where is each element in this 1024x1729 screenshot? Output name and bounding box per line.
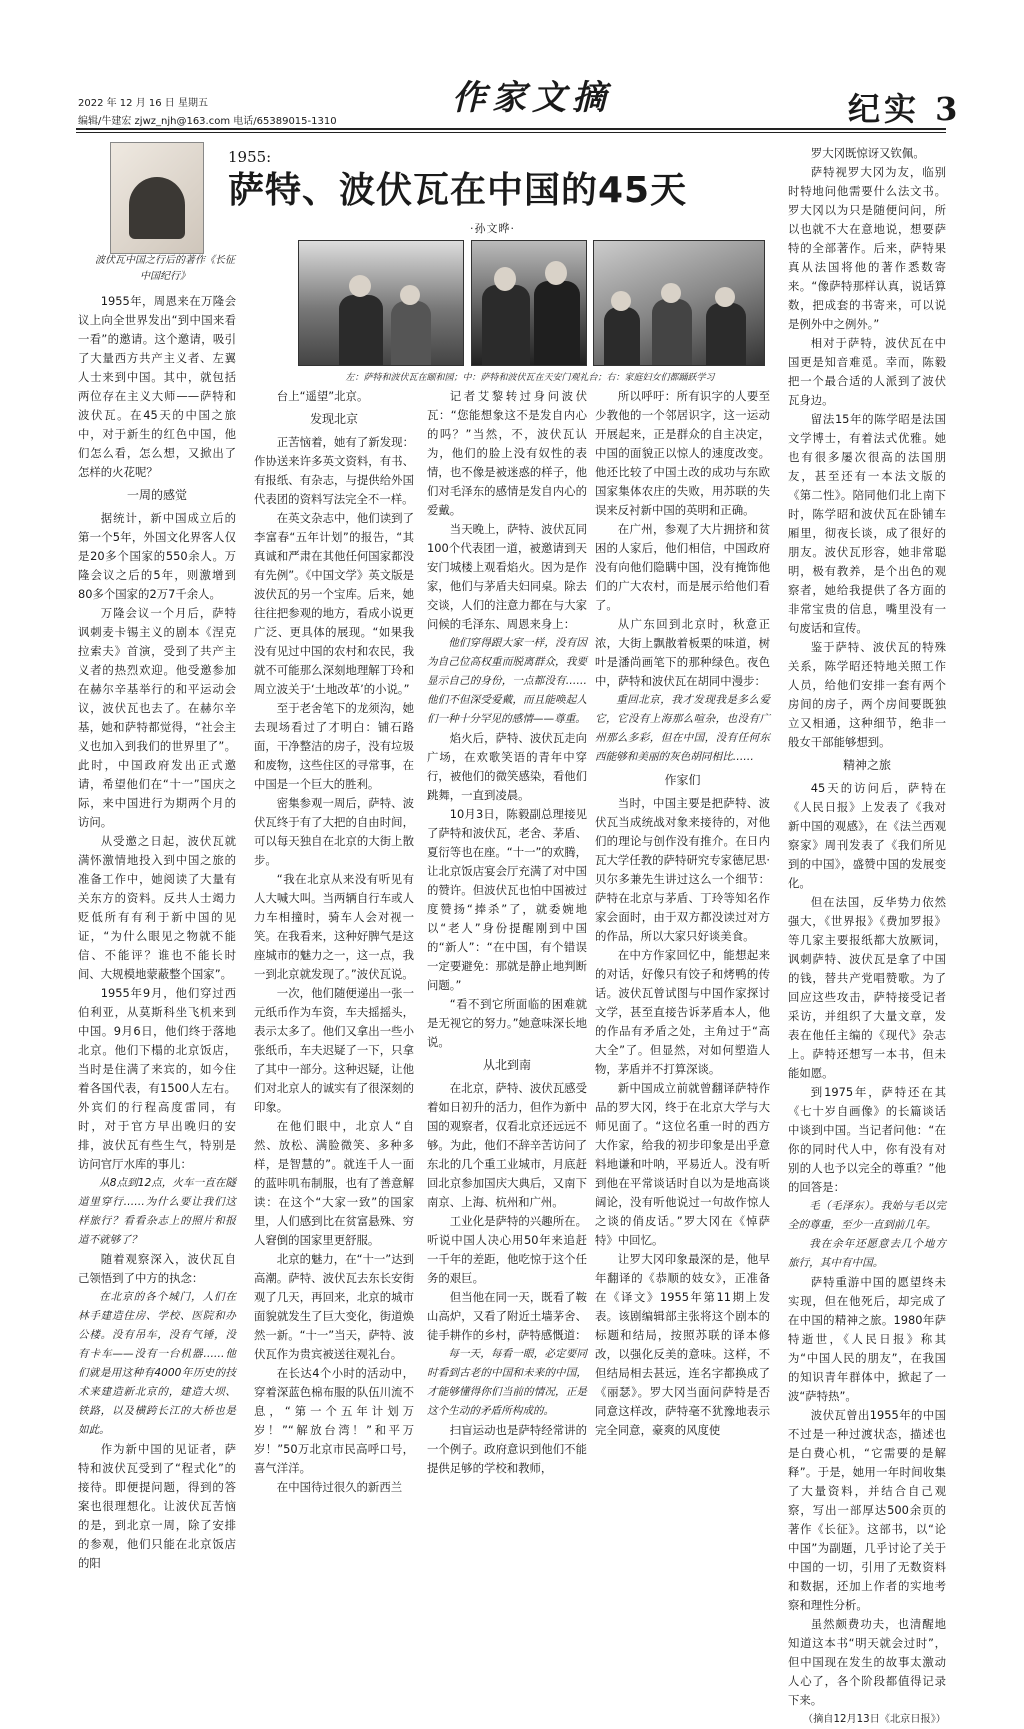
paragraph: 新中国成立前就曾翻译萨特作品的罗大冈，终于在北京大学与大师见面了。“这位名重一时的西方大作家，给我的初步印象是出乎意料地谦和叶呐，平易近人。没有听到他在平常谈话时自以为是地高谈阔论，没有听他说过一句故作惊人之谈的俏皮话。”罗大冈在《悼萨特》中回忆。	[595, 1081, 770, 1247]
article-column-3	[427, 387, 587, 1475]
book-spine-mark	[171, 151, 195, 187]
editor-line: 编辑/牛建宏 zjwz_njh@163.com 电话/65389015-1310	[78, 116, 337, 127]
paragraph: 萨特视罗大冈为友，临别时特地问他需要什么法文书。罗大冈以为只是随便问问，所以也就不大在意地说，想要萨特的全部著作。后来，萨特果真从法国将他的著作悉数寄来。“像萨特那样认真，说话算数，把成套的书寄来，可以说是例外中之例外。”	[788, 165, 946, 331]
paragraph: 在他们眼中，北京人“自然、放松、满脸微笑、多种多样，是智慧的”。就连千人一面的蓝咔叽布制服，也有了善意解读：在这个“大家一致”的国家里，人们感到比在贫富悬殊、穷人窘倒的国家里更舒服。	[254, 1119, 414, 1247]
paragraph: 当天晚上，萨特、波伏瓦同100个代表团一道，被邀请到天安门城楼上观看焰火。因为是作家，他们与茅盾夫妇同桌。除去交谈，人们的注意力都在与大家问候的毛泽东、周恩来身上：	[427, 522, 587, 631]
article-column-4	[595, 387, 770, 1444]
block-quote: 从8点到12点，火车一直在隧道里穿行……为什么要让我们这样旅行？看看杂志上的照片和报道不就够了？	[78, 1177, 236, 1246]
paragraph: “我在北京从来没有听见有人大喊大叫。当两辆自行车或人力车相撞时，骑车人会对视一笑。在我看来，这种好脾气是这座城市的魅力之一，这一点，我一到北京就发现了。”波伏瓦说。	[254, 872, 414, 981]
paragraph: 工业化是萨特的兴趣所在。听说中国人决心用50年来追赶一千年的差距，他吃惊于这个任务的艰巨。	[427, 1214, 587, 1285]
page-header	[0, 0, 1024, 130]
headline-year: 1955:	[228, 148, 272, 166]
paragraph: 万隆会议一个月后，萨特讽刺麦卡锡主义的剧本《涅克拉索夫》首演，受到了共产主义者的热烈欢迎。他受邀参加在赫尔辛基举行的和平运动会议，波伏瓦也去了。在赫尔辛基，她和萨特都觉得，“社会主义也加入到我们的世界里了”。此时，中国政府发出正式邀请，希望他们在“十一”国庆之际，来中国进行为期两个月的访问。	[78, 606, 236, 829]
paragraph: 据统计，新中国成立后的第一个5年，外国文化界客人仅是20多个国家的550余人。万隆会议之后的5年，则激增到80多个国家的2万7千余人。	[78, 511, 236, 601]
paragraph: 在长达4个小时的活动中，穿着深蓝色棉布服的队伍川流不息，“第一个五年计划万岁！”“解放台湾！”和平万岁！”50万北京市民高呼口号，喜气洋洋。	[254, 1366, 414, 1475]
photo-tiananmen-stand	[471, 240, 587, 366]
paragraph: 让罗大冈印象最深的是，他早年翻译的《恭顺的妓女》，正准备在《译文》1955年第11期上发表。该剧编辑部主张将这个剧本的标题和结局，按照苏联的译本修改，以强化反美的意味。这样，不但结局相去甚远，连名字都换成了《丽瑟》。罗大冈当面问萨特是否同意这样改，萨特毫不犹豫地表示完全同意，豪爽的风度使	[595, 1252, 770, 1437]
block-quote: 每一天，每看一眼，必定要同时看到古老的中国和未来的中国，才能够懂得你们当前的情况，正是这个生动的矛盾所构成的。	[427, 1348, 587, 1417]
paragraph: 45天的访问后，萨特在《人民日报》上发表了《我对新中国的观感》，在《法兰西观察家》周刊发表了《我们所见到的中国》，盛赞中国的发展变化。	[788, 781, 946, 890]
article-column-2	[254, 387, 414, 1494]
paragraph: 在中方作家回忆中，能想起来的对话，好像只有饺子和烤鸭的传话。波伏瓦曾试图与中国作家探讨文学，甚至直接告诉茅盾本人，他的作品有矛盾之处，主角过于“高大全”了。但显然，对如何塑造人物，茅盾并不打算深谈。	[595, 948, 770, 1076]
photo-caption: 左：萨特和波伏瓦在颐和园；中：萨特和波伏瓦在天安门观礼台；右：家庭妇女们都踊跃学习	[345, 373, 715, 383]
subheading: 一周的感觉	[126, 488, 187, 502]
paragraph: 1955年9月，他们穿过西伯利亚，从莫斯科坐飞机来到中国。9月6日，他们终于落地北京。他们下榻的北京饭店，当时是住满了来宾的，如今住着各国代表，有1500人左右。外宾们的行程高度雷同，有时，对于官方早出晚归的安排，波伏瓦有些生气，特别是访问官厅水库的事儿：	[78, 986, 236, 1171]
byline: ·孙文晔·	[470, 222, 515, 235]
paragraph: 波伏瓦曾出1955年的中国不过是一种过渡状态，描述也是白费心机，“它需要的是解释”。于是，她用一年时间收集了大量资料，并结合自己观察，写出一部厚达500余页的著作《长征》。这部书，以“论中国”为副题，几乎讨论了关于中国的一切，引用了无数资料和数据，还加上作者的实地考察和理性分析。	[788, 1408, 946, 1612]
paragraph: 一次，他们随便递出一张一元纸币作为车资，车夫摇摇头，表示太多了。他们又拿出一些小张纸币，车夫迟疑了一下，只拿了其中一部分。这种迟疑，让他们对北京人的诚实有了很深刻的印象。	[254, 986, 414, 1114]
paragraph: 留法15年的陈学昭是法国文学博士，有着法式优雅。她也有很多屡次很高的法国朋友，甚至还有一本法文版的《第二性》。陪同他们北上南下时，陈学昭和波伏瓦在卧铺车厢里，彻夜长谈，成了很好的朋友。波伏瓦形容，她非常聪明，极有教养，是个出色的观察者，她给我提供了各方面的非常宝贵的信息，嘴里没有一句废话和宣传。	[788, 412, 946, 635]
issue-date: 2022 年 12 月 16 日 星期五	[78, 98, 208, 109]
paragraph: 在北京，萨特、波伏瓦感受着如日初升的活力，但作为新中国的观察者，仅看北京还远远不够。为此，他们不辞辛苦访问了东北的几个重工业城市，月底赶回北京参加国庆大典后，又南下南京、上海、杭州和广州。	[427, 1081, 587, 1209]
paragraph: 10月3日，陈毅副总理接见了萨特和波伏瓦，老舍、茅盾、夏衍等也在座。“十一”的欢腾，让北京饭店宴会厅充满了对中国的赞许。但波伏瓦也怕中国被过度赞扬“捧杀”了，就委婉地以“老人”身份提醒刚到中国的“新人”：“在中国，有个错误一定要避免：那就是静止地判断问题。”	[427, 807, 587, 992]
paragraph: 当时，中国主要是把萨特、波伏瓦当成统战对象来接待的，对他们的理论与创作没有推介。在日内瓦大学任教的萨特研究专家德尼思·贝尔多兼先生讲过这么一个细节：萨特在北京与茅盾、丁玲等知名作家会面时，由于双方都没读过对方的作品，所以大家只好谈美食。	[595, 796, 770, 943]
paragraph: 扫盲运动也是萨特经常讲的一个例子。政府意识到他们不能提供足够的学校和教师，	[427, 1423, 587, 1475]
source-note: （摘自12月13日《北京日报》）	[802, 1714, 946, 1725]
block-quote: 我在余年还愿意去几个地方旅行，其中有中国。	[788, 1238, 946, 1269]
paragraph: “看不到它所面临的困难就是无视它的努力。”她意味深长地说。	[427, 997, 587, 1049]
header-rule	[76, 128, 946, 130]
section-title: 纪实 3	[848, 90, 962, 128]
paragraph: 焰火后，萨特、波伏瓦走向广场，在欢歌笑语的青年中穿行，被他们的微笑感染，看他们跳舞，一直到凌晨。	[427, 731, 587, 802]
paragraph: 在中国待过很久的新西兰	[276, 1480, 403, 1494]
block-quote: 重回北京，我才发现我是多么爱它，它没有上海那么喧杂，也没有广州那么多彩，但在中国，没有任何东西能够和美丽的灰色胡同相比……	[595, 694, 770, 763]
paragraph: 正苦恼着，她有了新发现：作协送来许多英文资料，有书、有报纸、有杂志，与提供给外国代表团的资料写法完全不一样。	[254, 435, 414, 506]
paragraph: 作为新中国的见证者，萨特和波伏瓦受到了“程式化”的接待。即便提问题，得到的答案也很理想化。让波伏瓦苦恼的是，到北京一周，除了安排的参观，他们只能在北京饭店的阳	[78, 1442, 236, 1570]
header-rule-thin	[76, 132, 946, 133]
photo-summer-palace	[298, 240, 464, 366]
paragraph: 至于老舍笔下的龙须沟，她去现场看过了才明白：铺石路面，干净整洁的房子，没有垃圾和废物，这些住区的寻常事，在中国是一个巨大的胜利。	[254, 701, 414, 791]
paragraph: 在广州，参观了大片拥挤和贫困的人家后，他们相信，中国政府没有向他们隐瞒中国，没有掩饰他们的广大农村，而是展示给他们看了。	[595, 522, 770, 612]
paragraph: 从广东回到北京时，秋意正浓，大街上飘散着板栗的味道，树叶是潘尚画笔下的那种绿色。夜色中，萨特和波伏瓦在胡同中漫步：	[595, 617, 770, 688]
paragraph: 北京的魅力，在“十一”达到高潮。萨特、波伏瓦去东长安街观了几天，再回来，北京的城市面貌就发生了巨大变化，街道焕然一新。“十一”当天，萨特、波伏瓦作为贵宾被送往观礼台。	[254, 1252, 414, 1361]
block-quote: 在北京的各个城门，人们在林手建造住房、学校、医院和办公楼。没有吊车，没有气锤，没有卡车——没有一台机器……他们就是用这种有4000年历史的技术来建造新北京的，建造大坝、铁路，以及横跨长江的大桥也是如此。	[78, 1291, 236, 1436]
subheading: 精神之旅	[842, 758, 891, 772]
subheading: 发现北京	[309, 412, 358, 426]
paragraph: 但当他在同一天，既看了鞍山高炉，又看了附近土墙茅舍、徒手耕作的乡村，萨特感慨道：	[427, 1290, 587, 1342]
paragraph: 相对于萨特，波伏瓦在中国更是知音难觅。幸而，陈毅把一个最合适的人派到了波伏瓦身边。	[788, 336, 946, 407]
photo-women-studying	[593, 240, 765, 366]
paragraph: 密集参观一周后，萨特、波伏瓦终于有了大把的自由时间，可以每天独自在北京的大街上散步。	[254, 796, 414, 867]
book-cover-image	[110, 142, 204, 254]
book-caption: 波伏瓦中国之行后的著作《长征 中国纪行》	[95, 255, 235, 282]
paragraph: 萨特重游中国的愿望终未实现，但在他死后，却完成了在中国的精神之旅。1980年萨特逝世，《人民日报》称其为“中国人民的朋友”，在我国的知识青年群体中，掀起了一波“萨特热”。	[788, 1275, 946, 1403]
paragraph: 罗大冈既惊讶又钦佩。	[810, 146, 925, 160]
paragraph: 台上“遥望”北京。	[276, 389, 369, 403]
paragraph: 虽然颇费功夫，也清醒地知道这本书“明天就会过时”，但中国现在发生的故事太激动人心了，各个阶段都值得记录下来。	[788, 1617, 946, 1707]
article-column-1	[78, 292, 236, 1570]
subheading: 作家们	[664, 773, 701, 787]
paragraph: 在英文杂志中，他们读到了李富春“五年计划”的报告，“其真诚和严肃在其他任何国家都没有先例”。《中国文学》英文版是波伏瓦的另一个宝库。后来，她往往把参观的地方，看成小说更广泛、更具体的展现。“如果我没有见过中国的农村和农民，我就不可能那么深刻地理解丁玲和周立波关于‘土地改革’的小说。”	[254, 511, 414, 696]
subheading: 从北到南	[482, 1058, 531, 1072]
masthead-logo: 作家文摘	[452, 78, 612, 118]
paragraph: 到1975年，萨特还在其《七十岁自画像》的长篇谈话中谈到中国。当记者问他：“在你的同时代人中，你有没有对别的人也予以完全的尊重？”他的回答是：	[788, 1085, 946, 1194]
block-quote: 毛（毛泽东）。我始与毛以完全的尊重，至少一直到前几年。	[788, 1200, 946, 1231]
paragraph: 但在法国，反华势力依然强大，《世界报》《费加罗报》等几家主要报纸都大放厥词，讽刺萨特、波伏瓦是拿了中国的钱，替共产党唱赞歌。为了回应这些攻击，萨特接受记者采访，并组织了大量文章，发表在他任主编的《现代》杂志上。萨特还想写一本书，但未能如愿。	[788, 895, 946, 1080]
paragraph: 随着观察深入，波伏瓦自己领悟到了中方的执念：	[78, 1252, 236, 1285]
headline: 萨特、波伏瓦在中国的45天	[228, 170, 688, 211]
paragraph: 1955年，周恩来在万隆会议上向全世界发出“到中国来看一看”的邀请。这个邀请，吸引了大量西方共产主义者、左翼人士来到中国。其中，就包括两位存在主义大师——萨特和波伏瓦。在45天的中国之旅中，对于新生的红色中国，他们怎么看，怎么想，又掀出了怎样的火花呢？	[78, 294, 236, 479]
paragraph: 所以呼吁：所有识字的人要至少教他的一个邻居识字，这一运动开展起来，正是群众的自主决定，中国的面貌正以惊人的速度改变。他还比较了中国土改的成功与东欧国家集体农庄的失败，用苏联的失误来反衬新中国的英明和正确。	[595, 389, 770, 517]
paragraph: 鉴于萨特、波伏瓦的特殊关系，陈学昭还特地关照工作人员，给他们安排一套有两个房间的房子，两个房间要既独立又相通，这种细节，绝非一般女干部能够想到。	[788, 640, 946, 749]
paragraph: 从受邀之日起，波伏瓦就满怀激情地投入到中国之旅的准备工作中，她阅读了大量有关东方的资料。反共人士竭力贬低所有有利于新中国的见证，“为什么眼见之物就不能信、不能评？谁也不能长时间、大规模地蒙蔽整个国家”。	[78, 834, 236, 981]
block-quote: 他们穿得跟大家一样，没有因为自己位高权重而脱离群众，我要显示自己的身份，一点都没有……他们不但深受爱戴，而且能唤起人们一种十分罕见的感情——尊重。	[427, 637, 587, 725]
paragraph: 记者艾黎转过身问波伏瓦：“您能想象这不是发自内心的吗？”当然，不，波伏瓦认为，他们的脸上没有奴性的表情，也不像是被迷惑的样子，他们对毛泽东的感情是发自内心的爱戴。	[427, 389, 587, 517]
article-column-5	[788, 144, 946, 1725]
